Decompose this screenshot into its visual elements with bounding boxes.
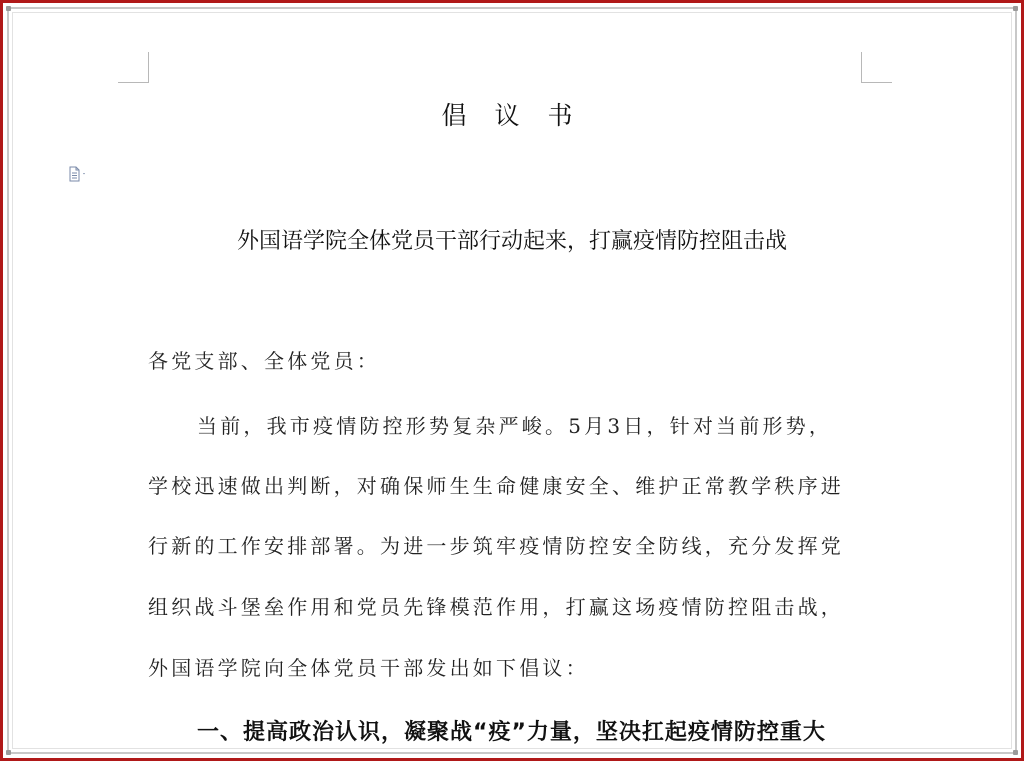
body-line: 当前，我市疫情防控形势复杂严峻。5月3日，针对当前形势， [197,414,833,438]
document-subtitle: 外国语学院全体党员干部行动起来，打赢疫情防控阻击战 [236,229,787,254]
document-icon[interactable] [68,166,88,182]
corner-handle[interactable] [6,750,11,755]
salutation: 各党支部、全体党员： [148,349,380,373]
section-heading: 一、提高政治认识，凝聚战“疫”力量，坚决扛起疫情防控重大 [197,720,826,745]
body-line: 学校迅速做出判断，对确保师生生命健康安全、维护正常教学秩序进 [148,474,844,498]
corner-handle[interactable] [1013,6,1018,11]
document-title: 倡 议 书 [441,101,583,130]
body-line: 组织战斗堡垒作用和党员先锋模范作用，打赢这场疫情防控阻击战， [148,595,844,619]
margin-crop-mark-left [118,52,149,83]
body-line: 行新的工作安排部署。为进一步筑牢疫情防控安全防线，充分发挥党 [148,534,844,558]
corner-handle[interactable] [6,6,11,11]
body-line: 外国语学院向全体党员干部发出如下倡议： [148,656,589,680]
margin-crop-mark-right [861,52,892,83]
corner-handle[interactable] [1013,750,1018,755]
